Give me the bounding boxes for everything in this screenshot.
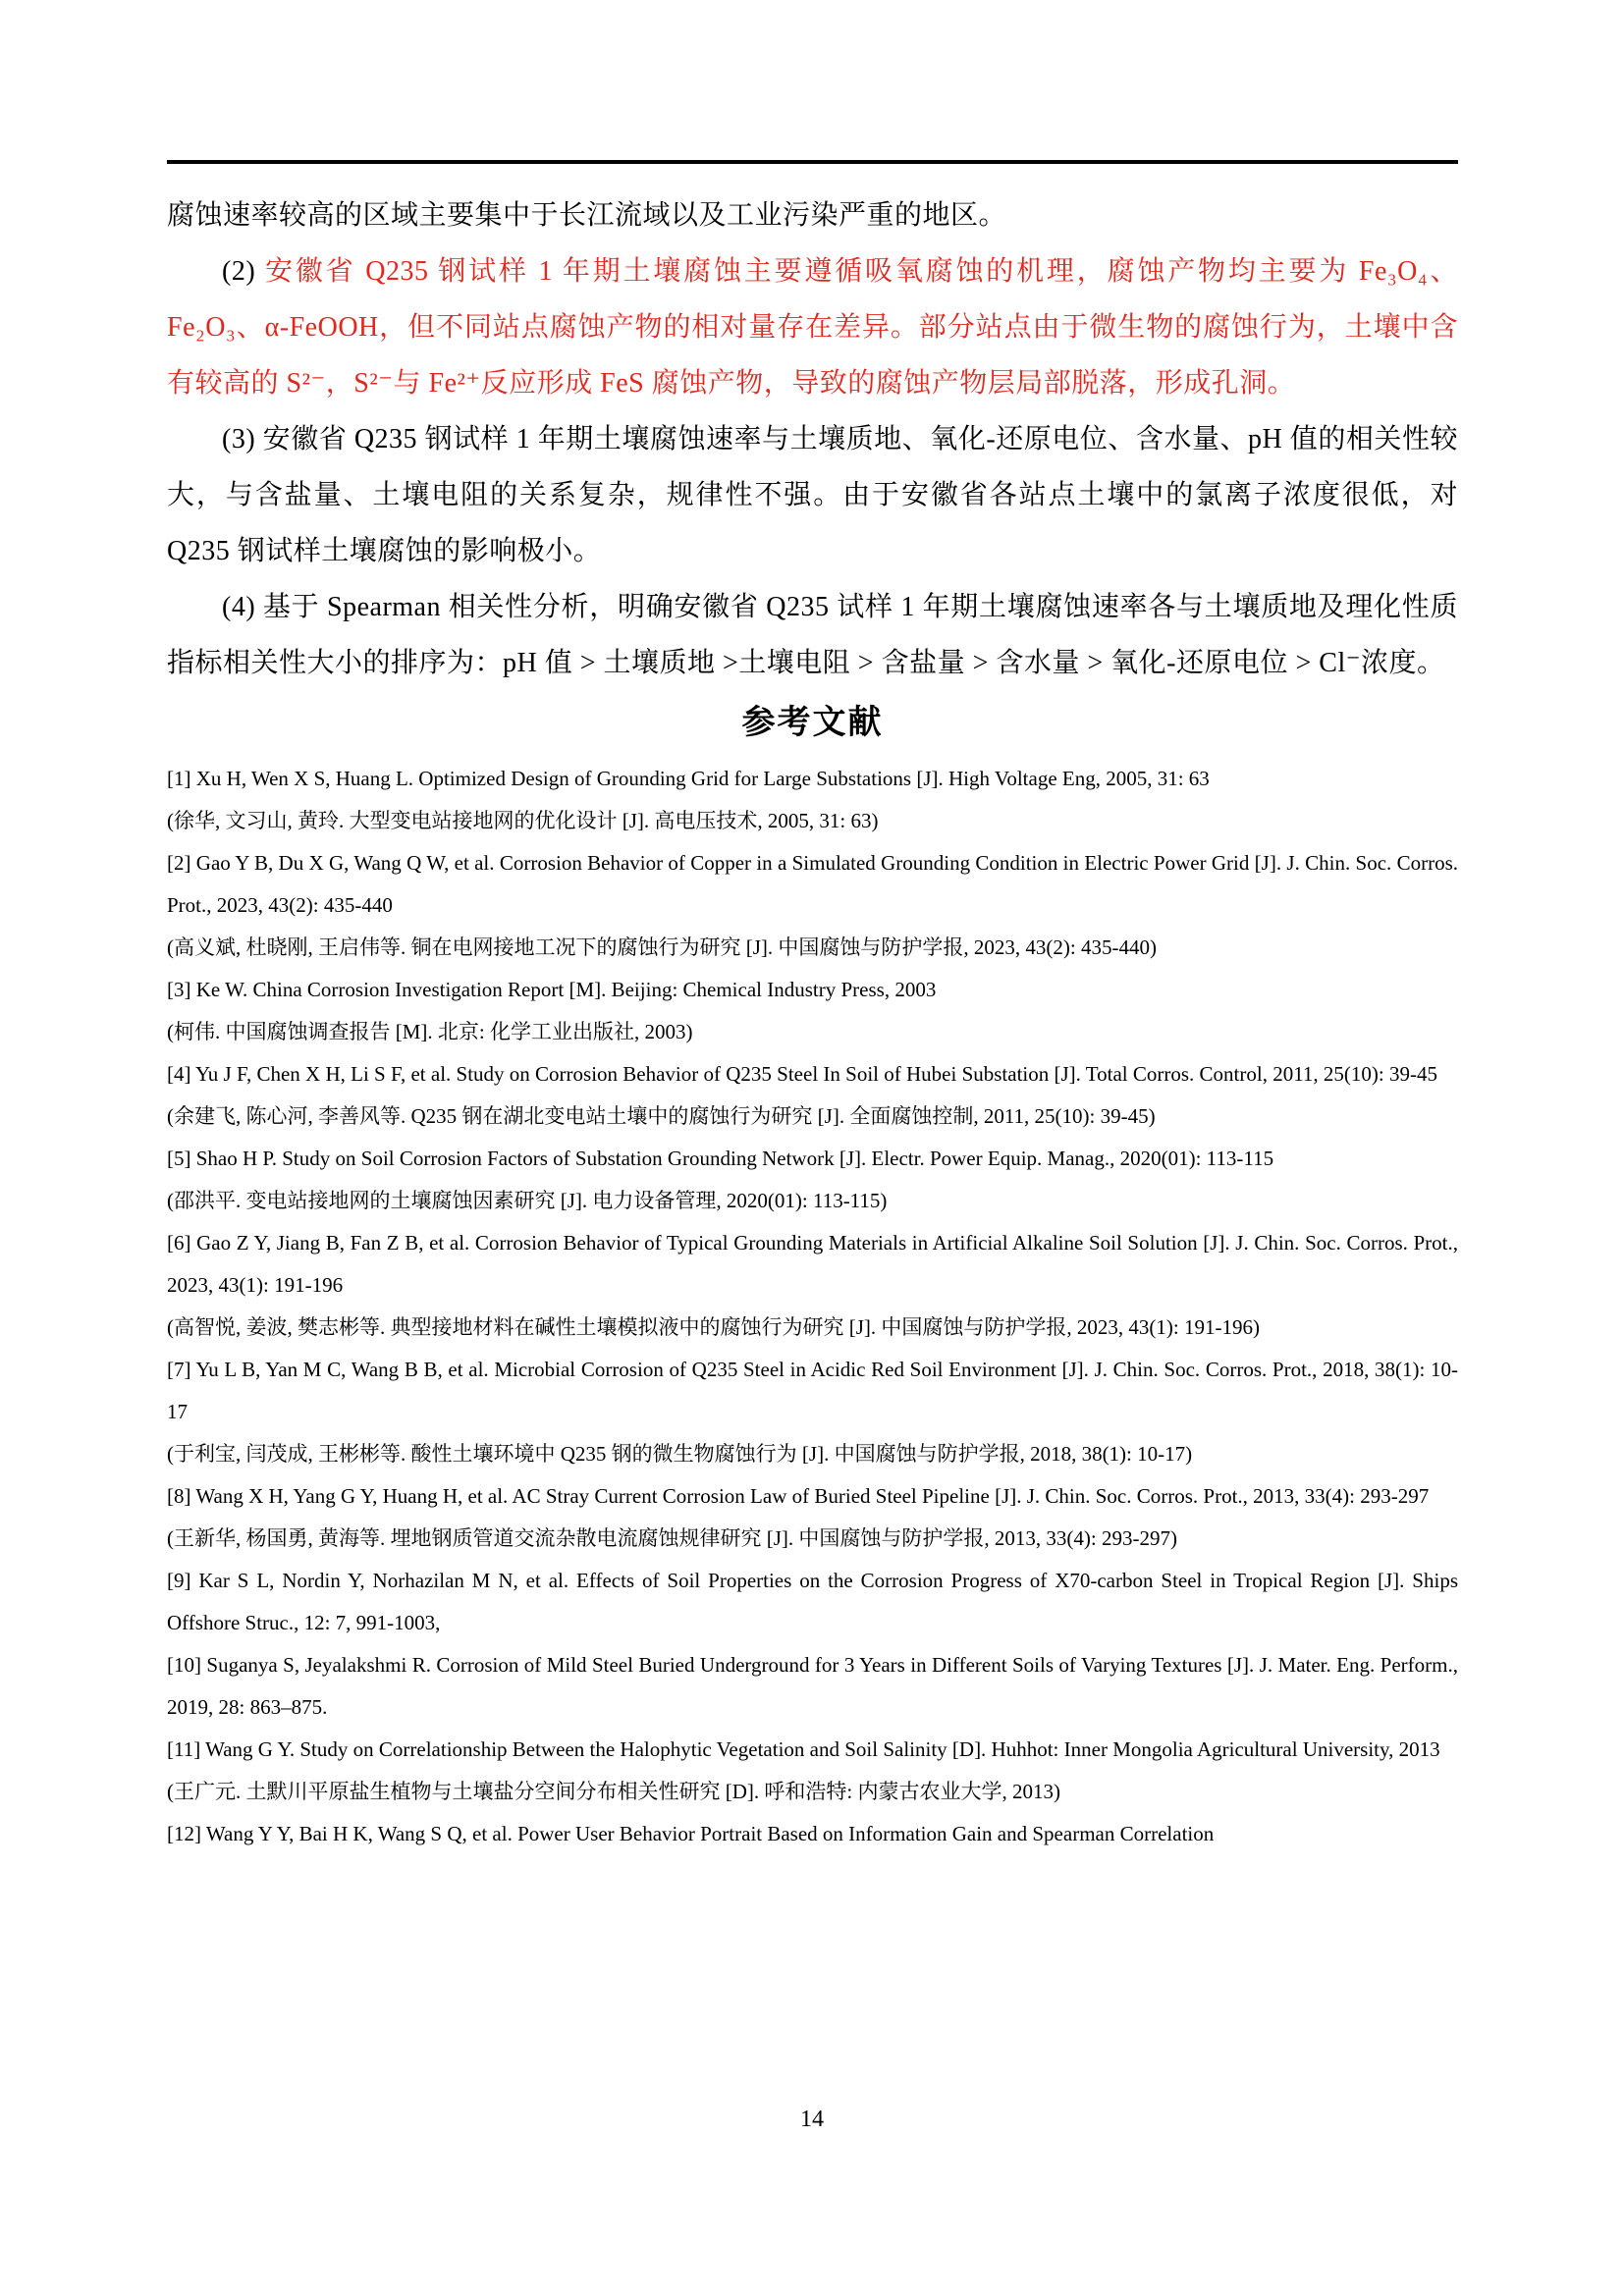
conclusions-section [167, 187, 1458, 691]
paragraph-conclusion-3: (3) 安徽省 Q235 钢试样 1 年期土壤腐蚀速率与土壤质地、氧化-还原电位、含水量、pH 值的相关性较大，与含盐量、土壤电阻的关系复杂，规律性不强。由于安徽省各站点土壤中的氯离子浓度很低，对 Q235 钢试样土壤腐蚀的影响极小。 [167, 424, 1458, 566]
reference-item: [5] Shao H P. Study on Soil Corrosion Factors of Substation Grounding Network [J]. Electr. Power Equip. Manag., 2020(01): 113-115 [167, 1147, 1274, 1170]
reference-item: [8] Wang X H, Yang G Y, Huang H, et al. AC Stray Current Corrosion Law of Buried Steel Pipeline [J]. J. Chin. Soc. Corros. Prot., 2013, 33(4): 293-297 [167, 1484, 1430, 1508]
reference-item: [6] Gao Z Y, Jiang B, Fan Z B, et al. Corrosion Behavior of Typical Grounding Materials in Artificial Alkaline Soil Solution [J]. J. Chin. Soc. Corros. Prot., 2023, 43(1): 191-196 [167, 1231, 1458, 1297]
reference-item: (王广元. 土默川平原盐生植物与土壤盐分空间分布相关性研究 [D]. 呼和浩特: 内蒙古农业大学, 2013) [167, 1780, 1060, 1803]
page-number: 14 [800, 2107, 824, 2132]
reference-item: (高智悦, 姜波, 樊志彬等. 典型接地材料在碱性土壤模拟液中的腐蚀行为研究 [J]. 中国腐蚀与防护学报, 2023, 43(1): 191-196) [167, 1315, 1260, 1339]
reference-item: (高义斌, 杜晓刚, 王启伟等. 铜在电网接地工况下的腐蚀行为研究 [J]. 中国腐蚀与防护学报, 2023, 43(2): 435-440) [167, 935, 1157, 959]
reference-item: (徐华, 文习山, 黄玲. 大型变电站接地网的优化设计 [J]. 高电压技术, 2005, 31: 63) [167, 809, 879, 832]
references-heading: 参考文献 [741, 705, 884, 741]
references-list [167, 758, 1458, 1855]
paragraph-conclusion-2 [167, 243, 1458, 411]
reference-item: [4] Yu J F, Chen X H, Li S F, et al. Study on Corrosion Behavior of Q235 Steel In Soil of Hubei Substation [J]. Total Corros. Control, 2011, 25(10): 39-45 [167, 1062, 1437, 1086]
reference-item: [3] Ke W. China Corrosion Investigation Report [M]. Beijing: Chemical Industry Press, 2003 [167, 978, 937, 1001]
reference-item: [10] Suganya S, Jeyalakshmi R. Corrosion of Mild Steel Buried Underground for 3 Years in Different Soils of Varying Textures [J]. J. Mater. Eng. Perform., 2019, 28: 863–875. [167, 1653, 1458, 1719]
paragraph-conclusion-4: (4) 基于 Spearman 相关性分析，明确安徽省 Q235 试样 1 年期土壤腐蚀速率各与土壤质地及理化性质指标相关性大小的排序为：pH 值 > 土壤质地 >土壤电阻 > 含盐量 > 含水量 > 氧化-还原电位 > Cl⁻浓度。 [167, 592, 1458, 678]
reference-item: (柯伟. 中国腐蚀调查报告 [M]. 北京: 化学工业出版社, 2003) [167, 1020, 693, 1043]
reference-item: [1] Xu H, Wen X S, Huang L. Optimized Design of Grounding Grid for Large Substations [J]. High Voltage Eng, 2005, 31: 63 [167, 767, 1210, 790]
paragraph-2-red-text: 安徽省 Q235 钢试样 1 年期土壤腐蚀主要遵循吸氧腐蚀的机理，腐蚀产物均主要为 Fe₃O₄、Fe₂O₃、α-FeOOH，但不同站点腐蚀产物的相对量存在差异。部分站点由于微生物的腐蚀行为，土壤中含有较高的 S²⁻，S²⁻与 Fe²⁺反应形成 FeS 腐蚀产物，导致的腐蚀产物层局部脱落，形成孔洞。 [167, 256, 1458, 399]
paragraph-2-label: (2) [222, 256, 265, 287]
header-rule [167, 160, 1458, 164]
reference-item: (王新华, 杨国勇, 黄海等. 埋地钢质管道交流杂散电流腐蚀规律研究 [J]. 中国腐蚀与防护学报, 2013, 33(4): 293-297) [167, 1526, 1177, 1550]
reference-item: [11] Wang G Y. Study on Correlationship Between the Halophytic Vegetation and Soil Salinity [D]. Huhhot: Inner Mongolia Agricultural University, 2013 [167, 1737, 1440, 1761]
reference-item: [7] Yu L B, Yan M C, Wang B B, et al. Microbial Corrosion of Q235 Steel in Acidic Red Soil Environment [J]. J. Chin. Soc. Corros. Prot., 2018, 38(1): 10-17 [167, 1358, 1458, 1423]
reference-item: (余建飞, 陈心河, 李善风等. Q235 钢在湖北变电站土壤中的腐蚀行为研究 [J]. 全面腐蚀控制, 2011, 25(10): 39-45) [167, 1104, 1156, 1128]
reference-item: [2] Gao Y B, Du X G, Wang Q W, et al. Corrosion Behavior of Copper in a Simulated Grounding Condition in Electric Power Grid [J]. J. Chin. Soc. Corros. Prot., 2023, 43(2): 435-440 [167, 851, 1458, 917]
reference-item: [12] Wang Y Y, Bai H K, Wang S Q, et al. Power User Behavior Portrait Based on Information Gain and Spearman Correlation [167, 1822, 1215, 1845]
paragraph-intro: 腐蚀速率较高的区域主要集中于长江流域以及工业污染严重的地区。 [167, 200, 1007, 231]
reference-item: (于利宝, 闫茂成, 王彬彬等. 酸性土壤环境中 Q235 钢的微生物腐蚀行为 [J]. 中国腐蚀与防护学报, 2018, 38(1): 10-17) [167, 1442, 1193, 1466]
reference-item: [9] Kar S L, Nordin Y, Norhazilan M N, et al. Effects of Soil Properties on the Corrosion Progress of X70-carbon Steel in Tropical Region [J]. Ships Offshore Struc., 12: 7, 991-1003, [167, 1569, 1458, 1634]
reference-item: (邵洪平. 变电站接地网的土壤腐蚀因素研究 [J]. 电力设备管理, 2020(01): 113-115) [167, 1189, 888, 1212]
